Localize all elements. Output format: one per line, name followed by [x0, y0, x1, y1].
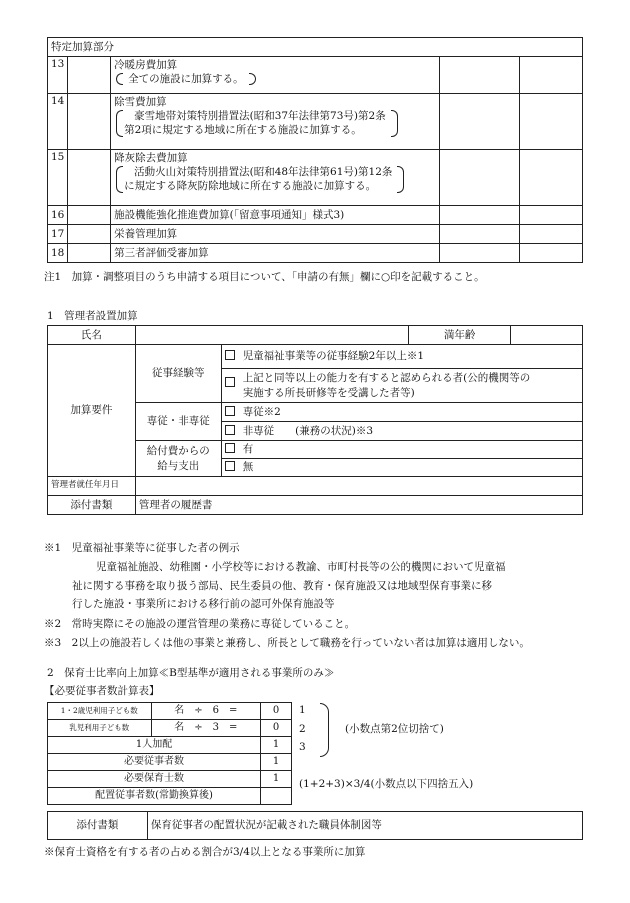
- duty-option-1[interactable]: 専従※2: [221, 403, 582, 422]
- item-note-line2: 第2項に規定する地域に所在する施設に加算する。: [124, 124, 362, 137]
- note-1-body-1: 児童福祉施設、幼稚園・小学校等における教諭、市町村長等の公的機関において児童福: [96, 561, 506, 573]
- apply-cell[interactable]: [439, 244, 519, 263]
- table-row: [48, 57, 583, 94]
- attachment-value: 保育従事者の配置状況が記載された職員体制図等: [147, 812, 582, 840]
- item-note-line1: 活動火山対策特別措置法(昭和48年法律第61号)第12条: [134, 166, 393, 179]
- calc-note: (1+2+3)×3/4(小数点以下四捨五入): [299, 778, 474, 790]
- checkbox[interactable]: [225, 406, 235, 416]
- side-number-1: 1: [299, 704, 306, 716]
- infant-result: 0: [261, 720, 292, 737]
- pay-option-1[interactable]: 有: [221, 441, 582, 459]
- item-title: 第三者評価受審加算: [111, 244, 440, 263]
- assigned-staff-label: 配置従事者数(常勤換算後): [48, 788, 261, 805]
- remarks-cell[interactable]: [520, 94, 583, 150]
- required-nursery-label: 必要保育士数: [48, 771, 261, 788]
- requirement-label: 加算要件: [48, 345, 136, 477]
- apply-cell[interactable]: [439, 57, 519, 94]
- infant-count-label: 乳児利用子ども数: [48, 720, 152, 737]
- row-number: 16: [48, 206, 68, 225]
- pay-label-line1: 給付費からの: [146, 444, 210, 457]
- required-staff-value: 1: [261, 754, 292, 771]
- apply-cell[interactable]: [439, 225, 519, 244]
- checkbox[interactable]: [225, 425, 235, 435]
- side-number-2: 2: [299, 723, 306, 735]
- side-number-3: 3: [299, 741, 306, 753]
- manager-table: [47, 325, 583, 515]
- apply-cell[interactable]: [439, 206, 519, 225]
- rounding-note: (小数点第2位切捨て): [345, 723, 444, 735]
- remarks-cell[interactable]: [520, 244, 583, 263]
- remarks-cell[interactable]: [520, 206, 583, 225]
- checkbox[interactable]: [225, 377, 235, 387]
- footer-note: ※保育士資格を有する者の占める割合が3/4以上となる事業所に加算: [44, 846, 366, 858]
- row-number: 15: [48, 150, 68, 206]
- toddler-result: 0: [261, 703, 292, 720]
- checkbox[interactable]: [225, 461, 235, 471]
- pay-option-2[interactable]: 無: [221, 459, 582, 477]
- note-3: ※3 2以上の施設若しくは他の事業と兼務し、所長として職務を行っていない者は加算は適用しない。: [44, 637, 530, 649]
- name-input[interactable]: [135, 326, 408, 345]
- appointed-date-input[interactable]: [135, 477, 582, 496]
- additional-items-table: [47, 37, 583, 263]
- duty-label: 専従・非専従: [135, 403, 221, 441]
- name-label: 氏名: [48, 326, 136, 345]
- assigned-staff-input[interactable]: [261, 788, 292, 805]
- section-header: 特定加算部分: [48, 38, 583, 57]
- note-1-body-3: 行した施設・事業所における移行前の認可外保育施設等: [72, 598, 335, 610]
- required-nursery-value: 1: [261, 771, 292, 788]
- infant-formula: 名 ÷ 3 =: [151, 720, 261, 737]
- experience-label: 従事経験等: [135, 345, 221, 403]
- section1-title: 1 管理者設置加算: [47, 310, 138, 322]
- remarks-cell[interactable]: [520, 225, 583, 244]
- attachment-label: 添付書類: [48, 812, 148, 840]
- toddler-formula: 名 ÷ 6 =: [151, 703, 261, 720]
- checkbox[interactable]: [225, 443, 235, 453]
- item-title: 除雪費加算: [114, 96, 167, 108]
- staff-calc-table: [47, 702, 292, 805]
- toddler-count-label: 1・2歳児利用子ども数: [48, 703, 152, 720]
- item-title: 降灰除去費加算: [114, 152, 188, 164]
- table-row: [48, 94, 583, 150]
- pay-label-line2: 給与支出: [157, 459, 200, 472]
- experience-option-2[interactable]: 上記と同等以上の能力を有すると認められる者(公的機関等の 実施する所長研修等を受講した者等): [221, 369, 582, 403]
- item-note-line2: に規定する降灰防除地域に所在する施設に加算する。: [124, 180, 377, 193]
- row-number: 17: [48, 225, 68, 244]
- note-1: 注1 加算・調整項目のうち申請する項目について、「申請の有無」欄に○印を記載すること。: [44, 271, 485, 283]
- attachment-value: 管理者の履歴書: [135, 496, 582, 515]
- remarks-cell[interactable]: [520, 57, 583, 94]
- remarks-cell[interactable]: [520, 150, 583, 206]
- age-label: 満年齢: [409, 326, 511, 345]
- note-2: ※2 常時実際にその施設の運営管理の業務に専従していること。: [44, 618, 356, 630]
- apply-cell[interactable]: [439, 94, 519, 150]
- table-row: [48, 225, 583, 244]
- duty-option-2[interactable]: 非専従 (兼務の状況)※3: [221, 422, 582, 441]
- note-1-title: ※1 児童福祉事業等に従事した者の例示: [44, 542, 240, 554]
- apply-cell[interactable]: [439, 150, 519, 206]
- item-note-line1: 豪雪地帯対策特別措置法(昭和37年法律第73号)第2条: [134, 110, 386, 123]
- brace: [320, 703, 329, 757]
- attachment-label: 添付書類: [48, 496, 136, 515]
- item-title: 栄養管理加算: [111, 225, 440, 244]
- section2-attachment-table: [47, 811, 583, 840]
- item-title: 施設機能強化推進費加算(「留意事項通知」様式3): [111, 206, 440, 225]
- table-row: [48, 150, 583, 206]
- extra-staff-label: 1人加配: [48, 737, 261, 754]
- row-number: 18: [48, 244, 68, 263]
- appointed-date-label: 管理者就任年月日: [48, 477, 136, 496]
- row-number: 13: [48, 57, 68, 94]
- checkbox[interactable]: [225, 350, 235, 360]
- note-1-body-2: 祉に関する事務を取り扱う部局、民生委員の他、教育・保育施設又は地域型保育事業に移: [72, 580, 492, 592]
- age-input[interactable]: [511, 326, 583, 345]
- table-row: [48, 206, 583, 225]
- item-title: 冷暖房費加算: [114, 59, 178, 71]
- extra-staff-value: 1: [261, 737, 292, 754]
- item-note: 全ての施設に加算する。: [128, 73, 244, 86]
- experience-option-1[interactable]: 児童福祉事業等の従事経験2年以上※1: [221, 345, 582, 369]
- required-staff-label: 必要従事者数: [48, 754, 261, 771]
- table-row: [48, 244, 583, 263]
- section2-title: 2 保育士比率向上加算≪B型基準が適用される事業所のみ≫: [47, 667, 335, 679]
- section2-subtitle: 【必要従事者数計算表】: [44, 685, 160, 697]
- row-number: 14: [48, 94, 68, 150]
